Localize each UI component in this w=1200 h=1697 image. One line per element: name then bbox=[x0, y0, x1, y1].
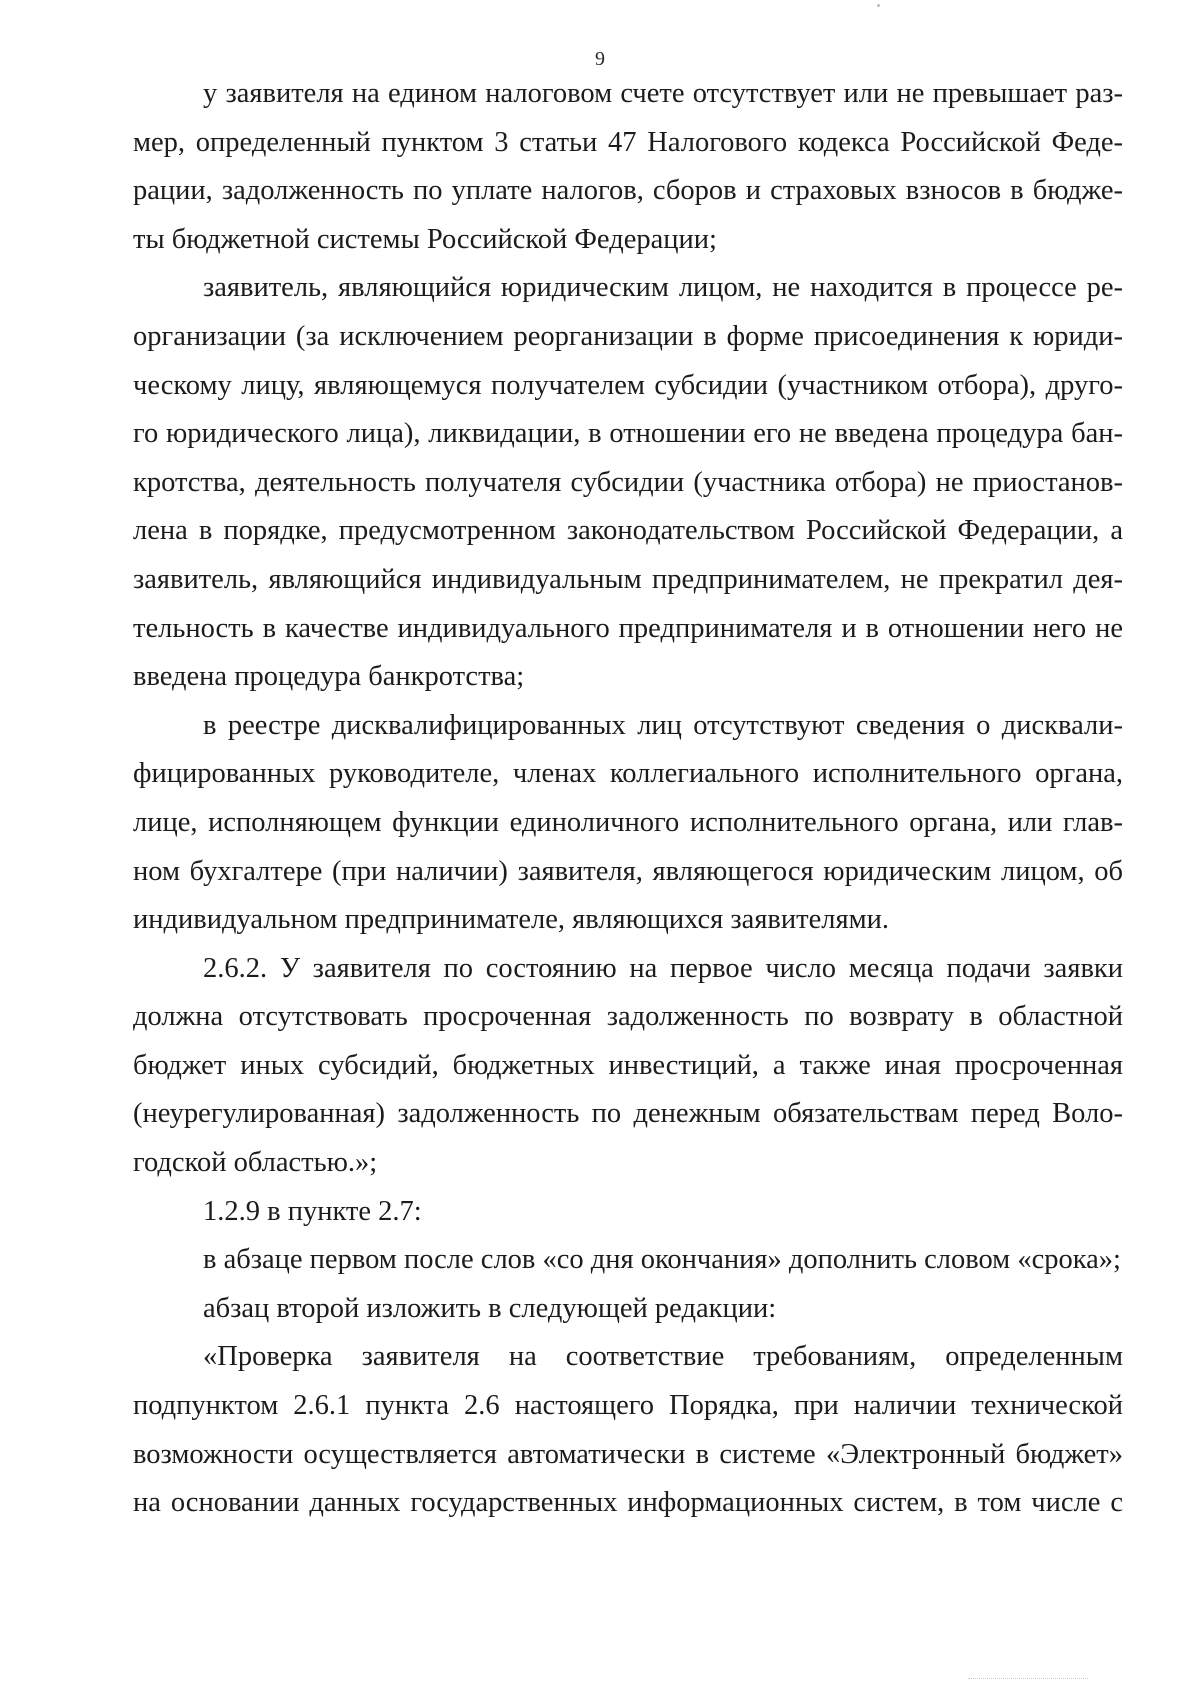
paragraph-line: ты бюджетной системы Российской Федерации; bbox=[133, 223, 717, 255]
paragraph-line: (неурегулированная) задолженность по денежным обязательствам перед Воло- bbox=[133, 1098, 1123, 1130]
paragraph-2-6-2 bbox=[133, 945, 1123, 1188]
paragraph-line: «Проверка заявителя на соответствие требованиям, определенным bbox=[203, 1341, 1123, 1373]
paragraph-reorganization bbox=[133, 264, 1123, 701]
paragraph-line: годской областью.»; bbox=[133, 1147, 378, 1179]
paragraph-line: абзац второй изложить в следующей редакции: bbox=[203, 1292, 777, 1324]
paragraph-line: введена процедура банкротства; bbox=[133, 661, 525, 693]
paragraph-line: кротства, деятельность получателя субсидии (участника отбора) не приостанов- bbox=[133, 466, 1123, 498]
paragraph-line: 1.2.9 в пункте 2.7: bbox=[203, 1195, 422, 1227]
paragraph-line: мер, определенный пунктом 3 статьи 47 Налогового кодекса Российской Феде- bbox=[133, 126, 1123, 158]
paragraph-line: у заявителя на едином налоговом счете отсутствует или не превышает раз- bbox=[203, 78, 1123, 109]
paragraph-verification bbox=[133, 1333, 1123, 1527]
paragraph-disqualified-registry bbox=[133, 702, 1123, 945]
paragraph-line: ческому лицу, являющемуся получателем субсидии (участником отбора), друго- bbox=[133, 369, 1123, 401]
paragraph-line: рации, задолженность по уплате налогов, сборов и страховых взносов в бюдже- bbox=[133, 175, 1123, 207]
paragraph-line: подпунктом 2.6.1 пункта 2.6 настоящего Порядка, при наличии технической bbox=[133, 1390, 1123, 1422]
page-number: 9 bbox=[595, 48, 605, 70]
paragraph-tax-debt bbox=[133, 70, 1123, 264]
paragraph-line: тельность в качестве индивидуального предпринимателя и в отношении него не bbox=[133, 612, 1123, 644]
paragraph-line: на основании данных государственных информационных систем, в том числе с bbox=[133, 1487, 1123, 1519]
paragraph-1-2-9 bbox=[133, 1188, 1123, 1237]
paragraph-line: лена в порядке, предусмотренном законодательством Российской Федерации, а bbox=[133, 515, 1123, 547]
paragraph-line: заявитель, являющийся юридическим лицом, не находится в процессе ре- bbox=[203, 272, 1123, 304]
paragraph-line: го юридического лица), ликвидации, в отношении его не введена процедура бан- bbox=[133, 418, 1123, 450]
paragraph-first-abzats bbox=[133, 1236, 1123, 1285]
paragraph-line: заявитель, являющийся индивидуальным предпринимателем, не прекратил дея- bbox=[133, 563, 1123, 595]
paragraph-second-abzats bbox=[133, 1285, 1123, 1334]
paragraph-line: в абзаце первом после слов «со дня окончания» дополнить словом «срока»; bbox=[203, 1244, 1121, 1276]
paragraph-line: в реестре дисквалифицированных лиц отсутствуют сведения о дисквали- bbox=[203, 709, 1123, 741]
paragraph-line: 2.6.2. У заявителя по состоянию на первое число месяца подачи заявки bbox=[203, 952, 1123, 984]
paragraph-line: бюджет иных субсидий, бюджетных инвестиций, а также иная просроченная bbox=[133, 1049, 1123, 1081]
scan-speck bbox=[877, 4, 880, 7]
paragraph-line: лице, исполняющем функции единоличного исполнительного органа, или глав- bbox=[133, 806, 1123, 838]
paragraph-line: ном бухгалтере (при наличии) заявителя, являющегося юридическим лицом, об bbox=[133, 855, 1123, 887]
paragraph-line: фицированных руководителе, членах коллегиального исполнительного органа, bbox=[133, 758, 1123, 790]
paragraph-line: должна отсутствовать просроченная задолженность по возврату в областной bbox=[133, 1001, 1123, 1033]
scan-edge-mark bbox=[968, 1678, 1088, 1689]
paragraph-line: возможности осуществляется автоматически в системе «Электронный бюджет» bbox=[133, 1438, 1123, 1470]
paragraph-line: индивидуальном предпринимателе, являющихся заявителями. bbox=[133, 904, 889, 936]
paragraph-line: организации (за исключением реорганизации в форме присоединения к юриди- bbox=[133, 320, 1123, 352]
document-body bbox=[133, 70, 1123, 1528]
